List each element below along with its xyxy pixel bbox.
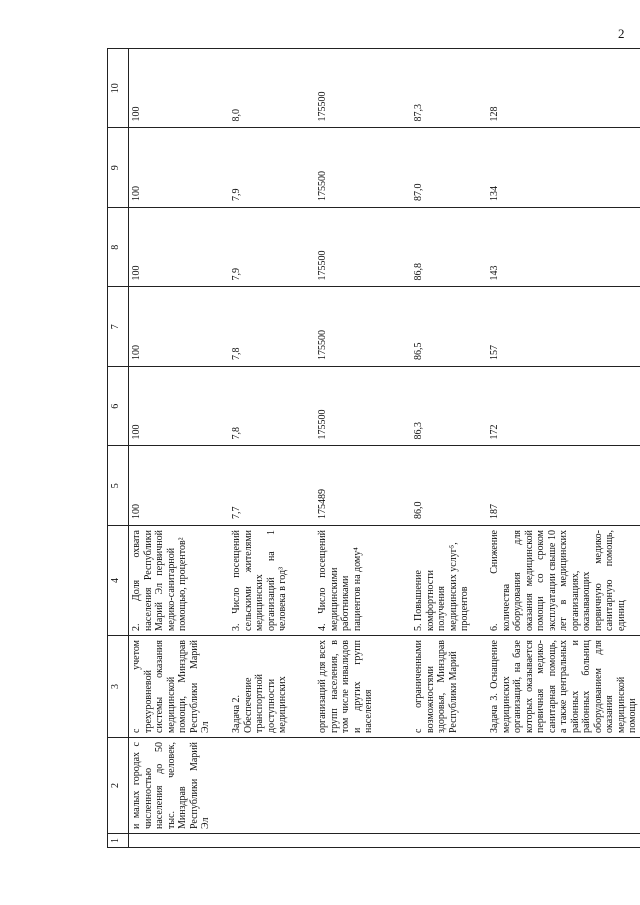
table-row xyxy=(487,49,640,848)
col-header: 9 xyxy=(108,128,129,208)
col-header: 1 xyxy=(108,834,129,848)
cell-value: 100 xyxy=(129,446,230,526)
cell-event: и малых городах с численностью населения до 50 тыс. человек, Минздрав Республики Марий Эл xyxy=(129,738,230,834)
table-row xyxy=(411,49,487,848)
cell-number xyxy=(487,834,640,848)
col-header: 3 xyxy=(108,636,129,738)
cell-value: 134 xyxy=(487,128,640,208)
col-header: 6 xyxy=(108,367,129,447)
cell-value: 175489 xyxy=(315,446,411,526)
cell-value: 175500 xyxy=(315,208,411,288)
cell-value: 187 xyxy=(487,446,640,526)
cell-task: организаций для всех групп населения, в том числе инвалидов и других групп населения xyxy=(315,636,411,738)
cell-number xyxy=(411,834,487,848)
cell-number xyxy=(129,834,230,848)
cell-value: 143 xyxy=(487,208,640,288)
col-header: 7 xyxy=(108,287,129,367)
indicators-table xyxy=(107,48,640,848)
cell-number xyxy=(315,834,411,848)
cell-value: 175500 xyxy=(315,128,411,208)
table-row xyxy=(129,49,230,848)
cell-value: 100 xyxy=(129,367,230,447)
cell-task: Задача 3. Оснащение медицинских организаций, на базе которых оказывается первичная медико-санитарная помощь, а также центральных районных и районных больниц оборудованием для оказания медицинской помощи xyxy=(487,636,640,738)
cell-value: 100 xyxy=(129,128,230,208)
indicators-table-rotated xyxy=(107,48,638,848)
cell-event xyxy=(487,738,640,834)
table-row xyxy=(315,49,411,848)
cell-value: 86,8 xyxy=(411,208,487,288)
page-number: 2 xyxy=(618,26,625,41)
col-header: 4 xyxy=(108,526,129,636)
col-header: 5 xyxy=(108,446,129,526)
cell-value: 87,0 xyxy=(411,128,487,208)
cell-value: 7,8 xyxy=(229,287,315,367)
cell-task: Задача 2. Обеспечение транспортной доступности медицинских xyxy=(229,636,315,738)
cell-value: 100 xyxy=(129,208,230,288)
table-row xyxy=(229,49,315,848)
cell-value: 100 xyxy=(129,287,230,367)
cell-value: 86,3 xyxy=(411,367,487,447)
header-row xyxy=(108,49,129,848)
cell-indicator: 4. Число посещений медицинскими работниками пациентов на дому⁴ xyxy=(315,526,411,636)
col-header: 8 xyxy=(108,208,129,288)
cell-value: 175500 xyxy=(315,367,411,447)
cell-event xyxy=(229,738,315,834)
cell-event xyxy=(411,738,487,834)
cell-value: 7,9 xyxy=(229,128,315,208)
col-header: 2 xyxy=(108,738,129,834)
cell-value: 172 xyxy=(487,367,640,447)
cell-value: 100 xyxy=(129,49,230,129)
cell-value: 7,9 xyxy=(229,208,315,288)
cell-task: с учетом трехуровневой системы оказания медицинской помощи, Минздрав Республики Марий Эл xyxy=(129,636,230,738)
cell-value: 128 xyxy=(487,49,640,129)
cell-indicator: 5. Повышение комфортности получения медицинских услуг⁵, процентов xyxy=(411,526,487,636)
cell-value: 87,3 xyxy=(411,49,487,129)
cell-event xyxy=(315,738,411,834)
cell-value: 86,0 xyxy=(411,446,487,526)
cell-value: 8,0 xyxy=(229,49,315,129)
cell-number xyxy=(229,834,315,848)
cell-indicator: 2. Доля охвата населения Республики Марий Эл первичной медико-санитарной помощью, процентов² xyxy=(129,526,230,636)
cell-value: 86,5 xyxy=(411,287,487,367)
cell-value: 157 xyxy=(487,287,640,367)
cell-value: 175500 xyxy=(315,287,411,367)
cell-value: 7,8 xyxy=(229,367,315,447)
col-header: 10 xyxy=(108,49,129,129)
cell-value: 7,7 xyxy=(229,446,315,526)
cell-indicator: 3. Число посещений сельскими жителями медицинских организаций на 1 человека в год³ xyxy=(229,526,315,636)
cell-task: с ограниченными возможностями здоровья, Минздрав Республики Марий xyxy=(411,636,487,738)
cell-indicator: 6. Снижение количества оборудования для оказания медицинской помощи со сроком эксплуатации свыше 10 лет в медицинских организациях, оказывающих первичную медико-санитарную помощь, единиц xyxy=(487,526,640,636)
cell-value: 175500 xyxy=(315,49,411,129)
